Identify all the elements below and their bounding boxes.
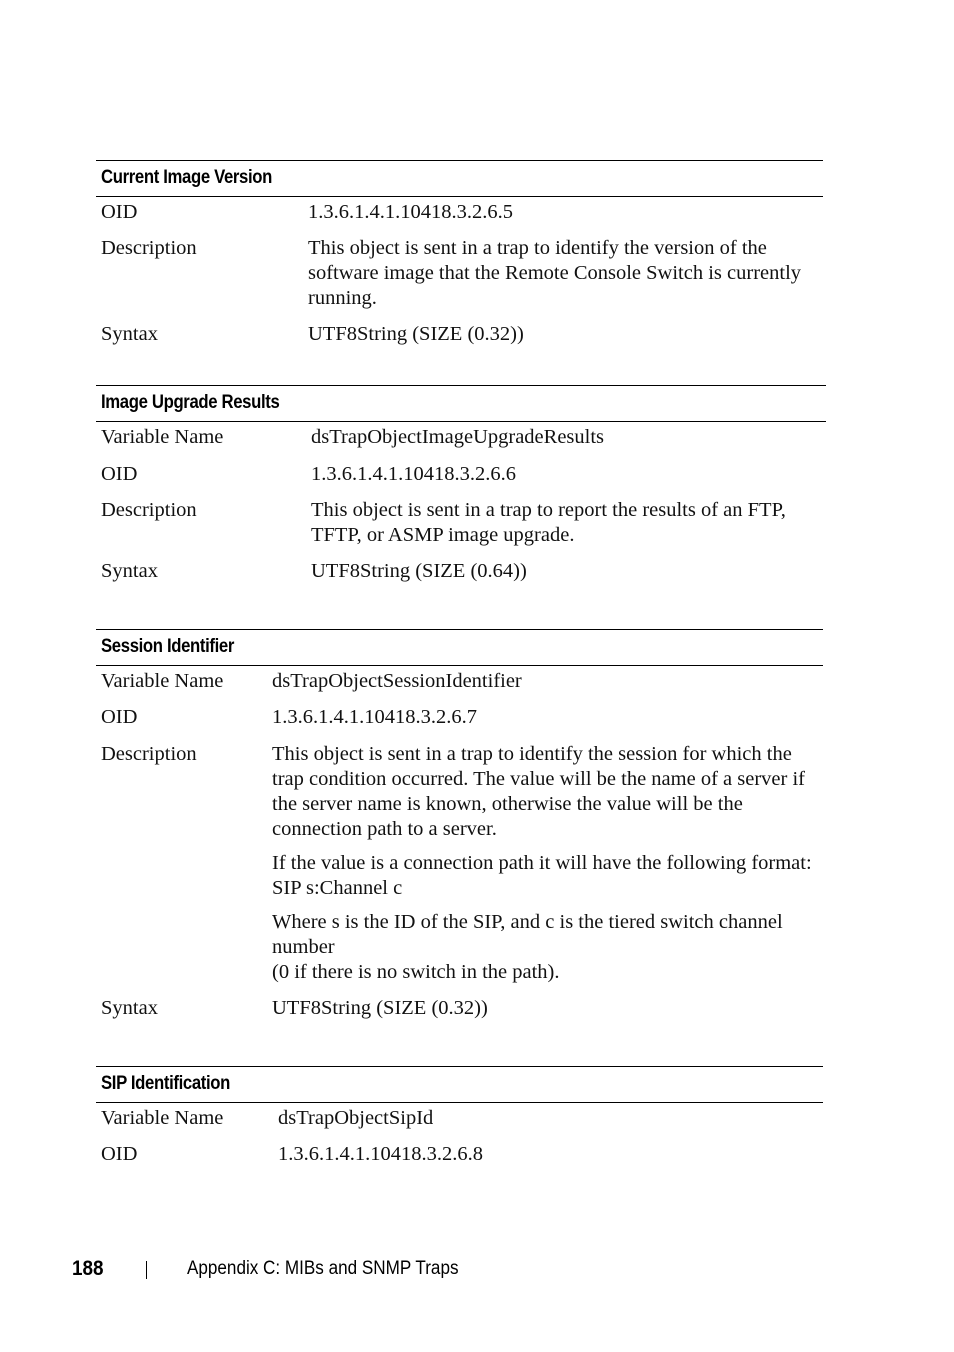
section-session-identifier [96,629,823,1019]
page-number: 188 [72,1257,104,1280]
value-text: dsTrapObjectSipId [278,1107,434,1129]
value-text: 1.3.6.1.4.1.10418.3.2.6.7 [272,706,477,728]
row-label: OID [101,201,138,223]
section-header [96,385,826,422]
row-label: OID [101,463,138,485]
row-value [278,1142,823,1167]
footer-title: Appendix C: MIBs and SNMP Traps [187,1258,459,1279]
value-text-line: Where s is the ID of the SIP, and c is the tiered switch channel number [272,911,783,958]
section-sip-identification [96,1066,823,1165]
section-title: SIP Identification [101,1073,231,1094]
row-value [311,559,826,584]
section-title: Image Upgrade Results [101,392,280,413]
row-value [278,1106,823,1131]
row-label: OID [101,1143,138,1165]
row-value [311,425,826,450]
value-text: dsTrapObjectImageUpgradeResults [311,426,605,448]
value-text [272,910,822,985]
row-label: Syntax [101,560,158,582]
row-label: OID [101,706,138,728]
row-value [272,742,822,985]
value-text: 1.3.6.1.4.1.10418.3.2.6.6 [311,463,516,485]
value-text: 1.3.6.1.4.1.10418.3.2.6.8 [278,1143,483,1165]
row-value [272,705,822,730]
row-value [272,669,822,694]
value-text: This object is sent in a trap to report the results of an FTP, TFTP, or ASMP image upgrade. [311,499,786,546]
footer-separator [146,1261,147,1279]
section-title: Current Image Version [101,167,273,188]
page-footer [0,1255,954,1285]
row-value [308,200,823,225]
value-text: UTF8String (SIZE (0.64)) [311,560,527,582]
value-text-line: (0 if there is no switch in the path). [272,961,560,983]
row-label: Description [101,499,197,521]
row-value [311,498,826,548]
section-title: Session Identifier [101,636,235,657]
row-label: Syntax [101,323,158,345]
section-header [96,1066,823,1103]
row-label: Syntax [101,997,158,1019]
value-text: This object is sent in a trap to identify the session for which the trap condition occurred. The value will be the name of a server if the server name is known, otherwise the value will be the connection path to a server. [272,743,805,840]
row-value [308,236,823,311]
row-label: Variable Name [101,426,224,448]
value-text: UTF8String (SIZE (0.32)) [308,323,524,345]
section-current-image-version [96,160,823,345]
value-text: dsTrapObjectSessionIdentifier [272,670,522,692]
row-label: Description [101,237,197,259]
value-text: This object is sent in a trap to identify the version of the software image that the Remote Console Switch is currently running. [308,237,802,309]
row-label: Variable Name [101,670,224,692]
value-text: UTF8String (SIZE (0.32)) [272,997,488,1019]
section-header [96,629,823,666]
row-value [272,996,822,1021]
section-header [96,160,823,197]
value-text: If the value is a connection path it will have the following format: SIP s:Channel c [272,852,812,899]
row-value [308,322,823,347]
value-text: 1.3.6.1.4.1.10418.3.2.6.5 [308,201,513,223]
row-label: Description [101,743,197,765]
row-value [311,462,826,487]
row-label: Variable Name [101,1107,224,1129]
section-image-upgrade-results [96,385,826,582]
